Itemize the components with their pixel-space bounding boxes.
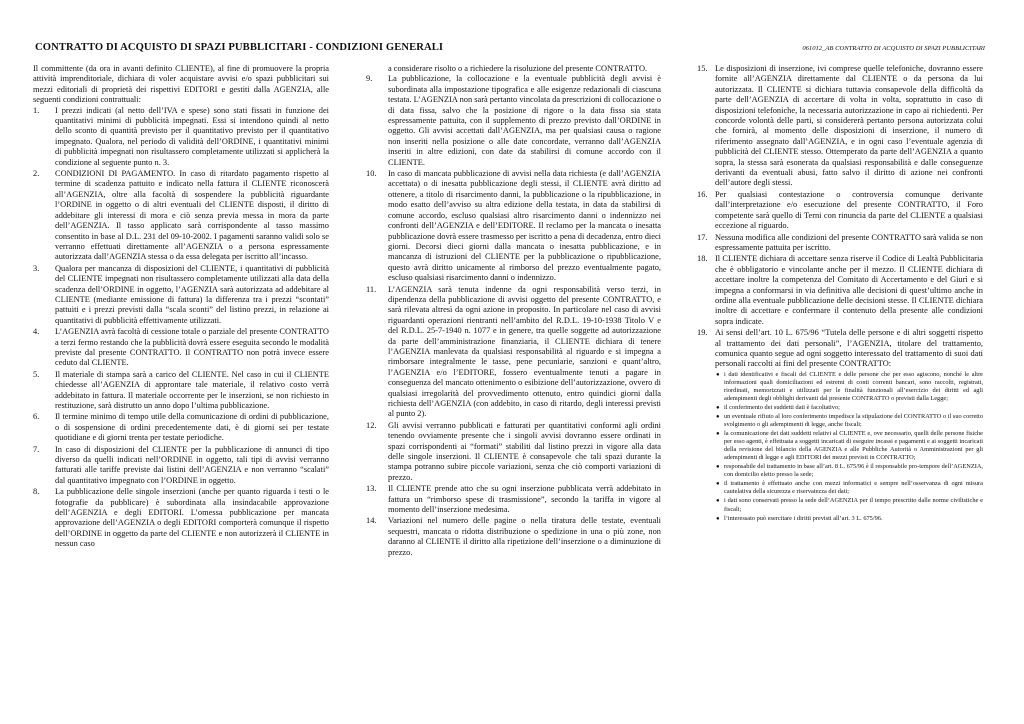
clause-19 bbox=[697, 328, 983, 522]
clause-10 bbox=[366, 169, 661, 283]
clause-list-middle bbox=[366, 74, 661, 558]
document-title: CONTRATTO DI ACQUISTO DI SPAZI PUBBLICITARI - CONDIZIONI GENERALI bbox=[35, 42, 444, 53]
column-middle bbox=[366, 64, 661, 559]
privacy-bullet-item bbox=[715, 480, 983, 496]
document-header bbox=[35, 42, 985, 58]
clause-text: Il CLIENTE prende atto che su ogni inserzione pubblicata verrà addebitato in fattura un “rimborso spese di trasmissione”, secondo la tariffa in vigore al momento dell’inserzione medesima. bbox=[388, 484, 661, 515]
privacy-bullet-item bbox=[715, 515, 983, 523]
bullet-text: responsabile del trattamento in base all’art. 8 L. 675/96 è il responsabile pro-tempore dell’AGENZIA, con domicilio eletto presso la sede; bbox=[724, 463, 983, 479]
clause-7 bbox=[33, 445, 329, 487]
clause-text: Gli avvisi verranno pubblicati e fatturati per quantitativi conformi agli ordini tenendo ovviamente presente che i singoli avvisi dovranno essere ordinati in spazi corrispondenti ai “formati” stabiliti dal listino prezzi in vigore alla data delle singole inserzioni. Il CLIENTE è consapevole che tali spazi durante la stampa potranno subire piccole variazioni, senza che ciò comporti variazioni di prezzo. bbox=[388, 420, 661, 482]
clause-text: Ai sensi dell’art. 10 L. 675/96 “Tutela delle persone e di altri soggetti rispetto al trattamento dei dati personali”, l’AGENZIA, titolare del trattamento, comunica quanto segue ad ogni soggetto interessato del trattamento di suoi dati personali raccolti ai fini del presente CONTRATTO: bbox=[715, 328, 983, 369]
clause-1 bbox=[33, 106, 329, 168]
clause-9 bbox=[366, 74, 661, 168]
clause-16 bbox=[697, 190, 983, 232]
bullet-icon: ● bbox=[716, 431, 720, 438]
bullet-icon: ● bbox=[716, 498, 720, 505]
clause-number: 8. bbox=[33, 487, 40, 497]
privacy-bullet-list bbox=[715, 371, 983, 523]
clause-list-right bbox=[697, 64, 983, 523]
privacy-bullet-item bbox=[715, 430, 983, 462]
clause-number: 4. bbox=[33, 327, 40, 337]
clause-text: I prezzi indicati (al netto dell’IVA e spese) sono stati fissati in funzione dei quantitativi minimi di pubblicità impegnati. Essi si intendono quindi al netto dello sconto di quantità previsto per il quantitativo previsto per il quantitativo impegnato. Qualora, nel periodo di validità dell’ORDINE, i quantitativi minimi di pubblicità impegnati non risultassero completamente utilizzati si applicherà la condizione al seguente punto n. 3. bbox=[55, 105, 329, 167]
clause-text: Il materiale di stampa sarà a carico del CLIENTE. Nel caso in cui il CLIENTE chiedesse all’AGENZIA di approntare tale materiale, il relativo costo verrà addebitato in fattura. Il materiale occorrente per le inserzioni, se non richiesto in restituzione, sarà distrutto un anno dopo l’ultima pubblicazione. bbox=[55, 369, 329, 410]
bullet-icon: ● bbox=[716, 371, 720, 378]
bullet-icon: ● bbox=[716, 404, 720, 411]
clause-number: 3. bbox=[33, 263, 40, 273]
bullet-icon: ● bbox=[716, 481, 720, 488]
clause-text: L’AGENZIA avrà facoltà di cessione totale o parziale del presente CONTRATTO a terzi fermo restando che la pubblicità dovrà essere eseguita secondo le modalità previste dal presente CONTRATTO. Il CONTRATTO non potrà invece essere ceduto dal CLIENTE. bbox=[55, 327, 329, 368]
clause-3 bbox=[33, 264, 329, 326]
clause-text: Variazioni nel numero delle pagine o nella tiratura delle testate, eventuali sequestri, mancata o ridotta distribuzione o spedizione in una o più zone, non daranno al CLIENTE il diritto alla ripetizione dell’inserzione o a diminuzione di prezzo. bbox=[388, 516, 661, 557]
clause-text: Nessuna modifica alle condizioni del presente CONTRATTO sarà valida se non espressamente pattuita per iscritto. bbox=[715, 232, 983, 252]
clause-13 bbox=[366, 484, 661, 515]
clause-11 bbox=[366, 285, 661, 420]
clause-list-left bbox=[33, 106, 329, 550]
clause-6 bbox=[33, 412, 329, 443]
clause-number: 9. bbox=[366, 74, 373, 84]
clause-number: 1. bbox=[33, 105, 40, 115]
bullet-text: il conferimento dei suddetti dati è facoltativo; bbox=[724, 403, 840, 411]
clause-text: Per qualsiasi contestazione o controversia comunque derivante dall’interpretazione e/o esecuzione del presente CONTRATTO, il Foro competente sarà quello di Terni con rinuncia da parte del CLIENTE a qualsiasi eccezione al riguardo. bbox=[715, 189, 983, 231]
clause-text: Le disposizioni di inserzione, ivi comprese quelle telefoniche, dovranno essere fornite all’AGENZIA direttamente dal CLIENTE o da persona da lui autorizzata. Il CLIENTE si dichiara tuttavia consapevole della difficoltà da parte dell’AGENZIA di accertare di volta in volta, soprattutto in caso di disposizioni telefoniche, la necessaria autorizzazione in capo ai richiedenti. Per concorde volontà delle parti, si considererà pertanto persona autorizzata colui che fornirà, al momento delle disposizioni di inserzione, il numero di riferimento assegnato dall’AGENZIA, e in ogni caso l’eventuale agenzia di pubblicità del CLIENTE stesso. Ottemperato da parte dell’AGENZIA a quanto sopra, la stessa sarà esonerata da qualsiasi responsabilità e dalle conseguenze derivanti da eventuali abusi, fatto salvo il diritto di azione nei confronti dell’autore degli stessi. bbox=[715, 64, 983, 188]
clause-number: 10. bbox=[366, 169, 377, 179]
privacy-bullet-item bbox=[715, 463, 983, 479]
clause-text: CONDIZIONI DI PAGAMENTO. In caso di ritardato pagamento rispetto al termine di scadenza pattuito e indicato nella fattura il CLIENTE riconoscerà all’AGENZIA, oltre alla facoltà di sospendere la pubblicità riguardante l’ORDINE in oggetto o di altri eventuali del CLIENTE disposti, il diritto di addebitare gli interessi di mora e ciò senza previa messa in mora da parte dell’AGENZIA. Il tasso applicato sarà corrispondente al tasso massimo consentito in base al D.L. 231 del 09-10-2002. I pagamenti saranno validi solo se verranno effettuati direttamente all’AGENZIA o a persona espressamente autorizzata dall’AGENZIA stessa o da essa delegata per iscritto all’incasso. bbox=[55, 169, 329, 262]
clause-12 bbox=[366, 421, 661, 483]
clause-8-continuation: a considerare risolto o a richiedere la risoluzione del presente CONTRATTO. bbox=[388, 64, 648, 73]
clause-number: 6. bbox=[33, 412, 40, 422]
privacy-bullet-item bbox=[715, 371, 983, 403]
column-left bbox=[33, 64, 329, 551]
document-reference: 061012_AB CONTRATTO DI ACQUISTO DI SPAZI PUBBLICITARI bbox=[802, 45, 985, 52]
clause-text: La pubblicazione delle singole inserzioni (anche per quanto riguarda i testi o le fotografie da pubblicare) è subordinata alla insindacabile approvazione dell’AGENZIA e degli EDITORI. L’omessa pubblicazione per mancata approvazione dell’AGENZIA o degli EDITORI comporterà comunque il rispetto dell’ORDINE in oggetto da parte del CLIENTE e non autorizzerà il CLIENTE in nessun caso bbox=[55, 487, 329, 549]
clause-15 bbox=[697, 64, 983, 189]
clause-17 bbox=[697, 233, 983, 254]
clause-text: Il CLIENTE dichiara di accettare senza riserve il Codice di Lealtà Pubblicitaria che è obbligatorio e vincolante anche per il mezzo. Il CLIENTE dichiara di accettare inoltre la competenza del Comitato di Accertamento e del Giurì e si impegna a conformarsi in via definitiva alle decisioni di quest’ultimo anche in ordine alla eventuale pubblicazione delle decisioni stesse. Il CLIENTE dichiara inoltre di accettare e confermare il contenuto della presente alle condizioni sopra indicate. bbox=[715, 254, 983, 326]
clause-text: La pubblicazione, la collocazione e la eventuale pubblicità degli avvisi è subordinata alla impostazione tipografica e alle esigenze redazionali di ciascuna testata. L’AGENZIA non sarà pertanto vincolata da prescrizioni di collocazione o di data fissa, salvo che la posizione di rigore o la data fissa sia stata espressamente pattuita, con il supplemento di prezzo previsto dall’ORDINE in oggetto. Gli avvisi accettati dall’AGENZIA, ma per qualsiasi causa o ragione non inseriti nella posizione o alle date concordate, verranno dall’AGENZIA inseriti in altre edizioni, con date da stabilirsi di comune accordo con il CLIENTE. bbox=[388, 74, 661, 167]
bullet-icon: ● bbox=[716, 414, 720, 421]
bullet-text: l’interessato può esercitare i diritti previsti all’art. 3 L. 675/96. bbox=[724, 514, 883, 522]
clause-number: 15. bbox=[697, 64, 708, 73]
intro-paragraph: Il committente (da ora in avanti definito CLIENTE), al fine di promuovere la propria attività imprenditoriale, dichiara di voler acquistare avvisi e/o spazi pubblicitari sui mezzi editoriali di proprietà dei rispettivi EDITORI e gestiti dalla AGENZIA, alle seguenti condizioni contrattuali: bbox=[33, 64, 329, 105]
clause-text: In caso di mancata pubblicazione di avvisi nella data richiesta (e dall’AGENZIA accettata) o di inesatta pubblicazione degli stessi, il CLIENTE avrà diritto ad ottenere, a titolo di risarcimento danni, la pubblicazione o la ripubblicazione, in modo esatto dell’avviso su altra edizione della testata, in data da stabilirsi di comune accordo, escluso qualsiasi altro risarcimento danni o indennizzo nei confronti dell’AGENZIA e dell’EDITORE. Il reclamo per la mancata o inesatta pubblicazione dovrà essere trasmesso per iscritto a pena di decadenza, entro dieci giorni. Decorsi dieci giorni dalla mancata o inesatta pubblicazione, e in mancanza di istruzioni del CLIENTE per la pubblicazione o ripubblicazione, questo avrà diritto unicamente al rimborso del prezzo eventualmente pagato, escluso qualsiasi risarcimento danni o indennizzo. bbox=[388, 169, 662, 283]
bullet-icon: ● bbox=[716, 515, 720, 522]
privacy-bullet-item bbox=[715, 497, 983, 513]
clause-number: 17. bbox=[697, 232, 708, 242]
column-right bbox=[697, 64, 983, 524]
clause-number: 7. bbox=[33, 444, 40, 454]
privacy-bullet-item bbox=[715, 404, 983, 412]
clause-number: 16. bbox=[697, 189, 708, 199]
bullet-text: il trattamento è effettuato anche con mezzi informatici e sempre nell’osservanza di ogni misura cautelativa della sicurezza e riservatezza dei dati; bbox=[724, 480, 983, 496]
bullet-icon: ● bbox=[716, 464, 720, 471]
clause-text: Il termine minimo di tempo utile della comunicazione di ordini di pubblicazione, o di sospensione di ordini precedentemente dati, è di giorni sei per testate quotidiane e di giorni trenta per testate periodiche. bbox=[55, 412, 329, 443]
clause-14 bbox=[366, 516, 661, 558]
clause-number: 12. bbox=[366, 420, 377, 430]
clause-2 bbox=[33, 169, 329, 263]
clause-number: 2. bbox=[33, 169, 40, 179]
privacy-bullet-item bbox=[715, 413, 983, 429]
clause-5 bbox=[33, 370, 329, 412]
clause-number: 5. bbox=[33, 369, 40, 379]
clause-text: Qualora per mancanza di disposizioni del CLIENTE, i quantitativi di pubblicità del CLIENTE impegnati non risultassero completamente utilizzati alla data della scadenza dell’ORDINE in oggetto, l’AGENZIA sarà autorizzata ad addebitare al CLIENTE (mediante emissione di fattura) la differenza tra i prezzi “scontati” pattuiti e i prezzi previsti dalla “scala sconti” del listino prezzi, in relazione ai quantitativi di pubblicità effettivamente utilizzati. bbox=[55, 263, 329, 325]
clause-text: In caso di disposizioni del CLIENTE per la pubblicazione di annunci di tipo diverso da quelli indicati nell’ORDINE in oggetto, tali tipi di avvisi verranno fatturati alle tariffe previste dai listini dell’AGENZIA e non verranno “scalati” dal quantitativo impegnato con l’ORDINE in oggetto. bbox=[55, 444, 329, 485]
bullet-text: i dati sono conservati presso la sede dell’AGENZIA per il tempo prescritto dalle norme civilistiche e fiscali; bbox=[724, 497, 983, 513]
clause-number: 11. bbox=[366, 284, 377, 294]
bullet-text: i dati identificativi e fiscali del CLIENTE e delle persone che per esso agiscono, nonché le altre informazioni quali domiciliazioni ed estremi di conti correnti bancari, sono raccolti, registrati, riordinati, memorizzati e utilizzati per le finalità funzionali all’esercizio dei diritti ed agli adempimenti degli obblighi derivanti dal presente CONTRATTO o previsti dalla Legge; bbox=[724, 370, 983, 402]
bullet-text: un eventuale rifiuto al loro conferimento impedisce la stipulazione del CONTRATTO o il suo corretto svolgimento o gli adempimenti di legge, anche fiscali; bbox=[724, 413, 983, 429]
clause-8 bbox=[33, 487, 329, 549]
clause-text: L’AGENZIA sarà tenuta indenne da ogni responsabilità verso terzi, in dipendenza della pubblicazione di avvisi oggetto del presente CONTRATTO, e sarà rilevata altresì da ogni azione in proposito. In particolare nel caso di avvisi riguardanti operazioni rientranti nell’ambito del R.D.L. 19-10-1938 Titolo V e del R.D.L. 25-7-1940 n. 1077 e in genere, tra quelle soggette ad autorizzazione da parte dell’amministrazione finanziaria, il CLIENTE dichiara di tenere l’AGENZIA manlevata da qualsiasi responsabilità al riguardo e si impegna a rimborsare integralmente le tasse, pene pecuniarie, sanzioni e quant’altro, l’AGENZIA e/o l’EDITORE, fossero eventualmente tenuti a pagare in conseguenza del mancato ottenimento o esibizione dell’autorizzazione, ovvero di qualsiasi irregolarità del provvedimento ottenuto, entro quindici giorni dalla richiesta dell’AGENZIA (con addebito, in caso di ritardo, degli interessi previsti al punto 2). bbox=[388, 284, 661, 419]
clause-number: 18. bbox=[697, 254, 708, 264]
bullet-text: la comunicazione dei dati suddetti relativi al CLIENTE e, ove necessario, quelli delle persone fisiche per esso agenti, è effettuata a soggetti incaricati di eseguire incassi e pagamenti e ai soggetti incaricati della revisione del bilancio della AGENZIA e alle Pubbliche Autorità o Amministrazioni per gli adempimenti di legge e agli EDITORI dei mezzi previsti in CONTRATTO; bbox=[724, 430, 983, 462]
clause-number: 13. bbox=[366, 484, 377, 494]
clause-number: 14. bbox=[366, 516, 377, 526]
clause-4 bbox=[33, 327, 329, 369]
clause-18 bbox=[697, 254, 983, 327]
clause-number: 19. bbox=[697, 328, 708, 338]
